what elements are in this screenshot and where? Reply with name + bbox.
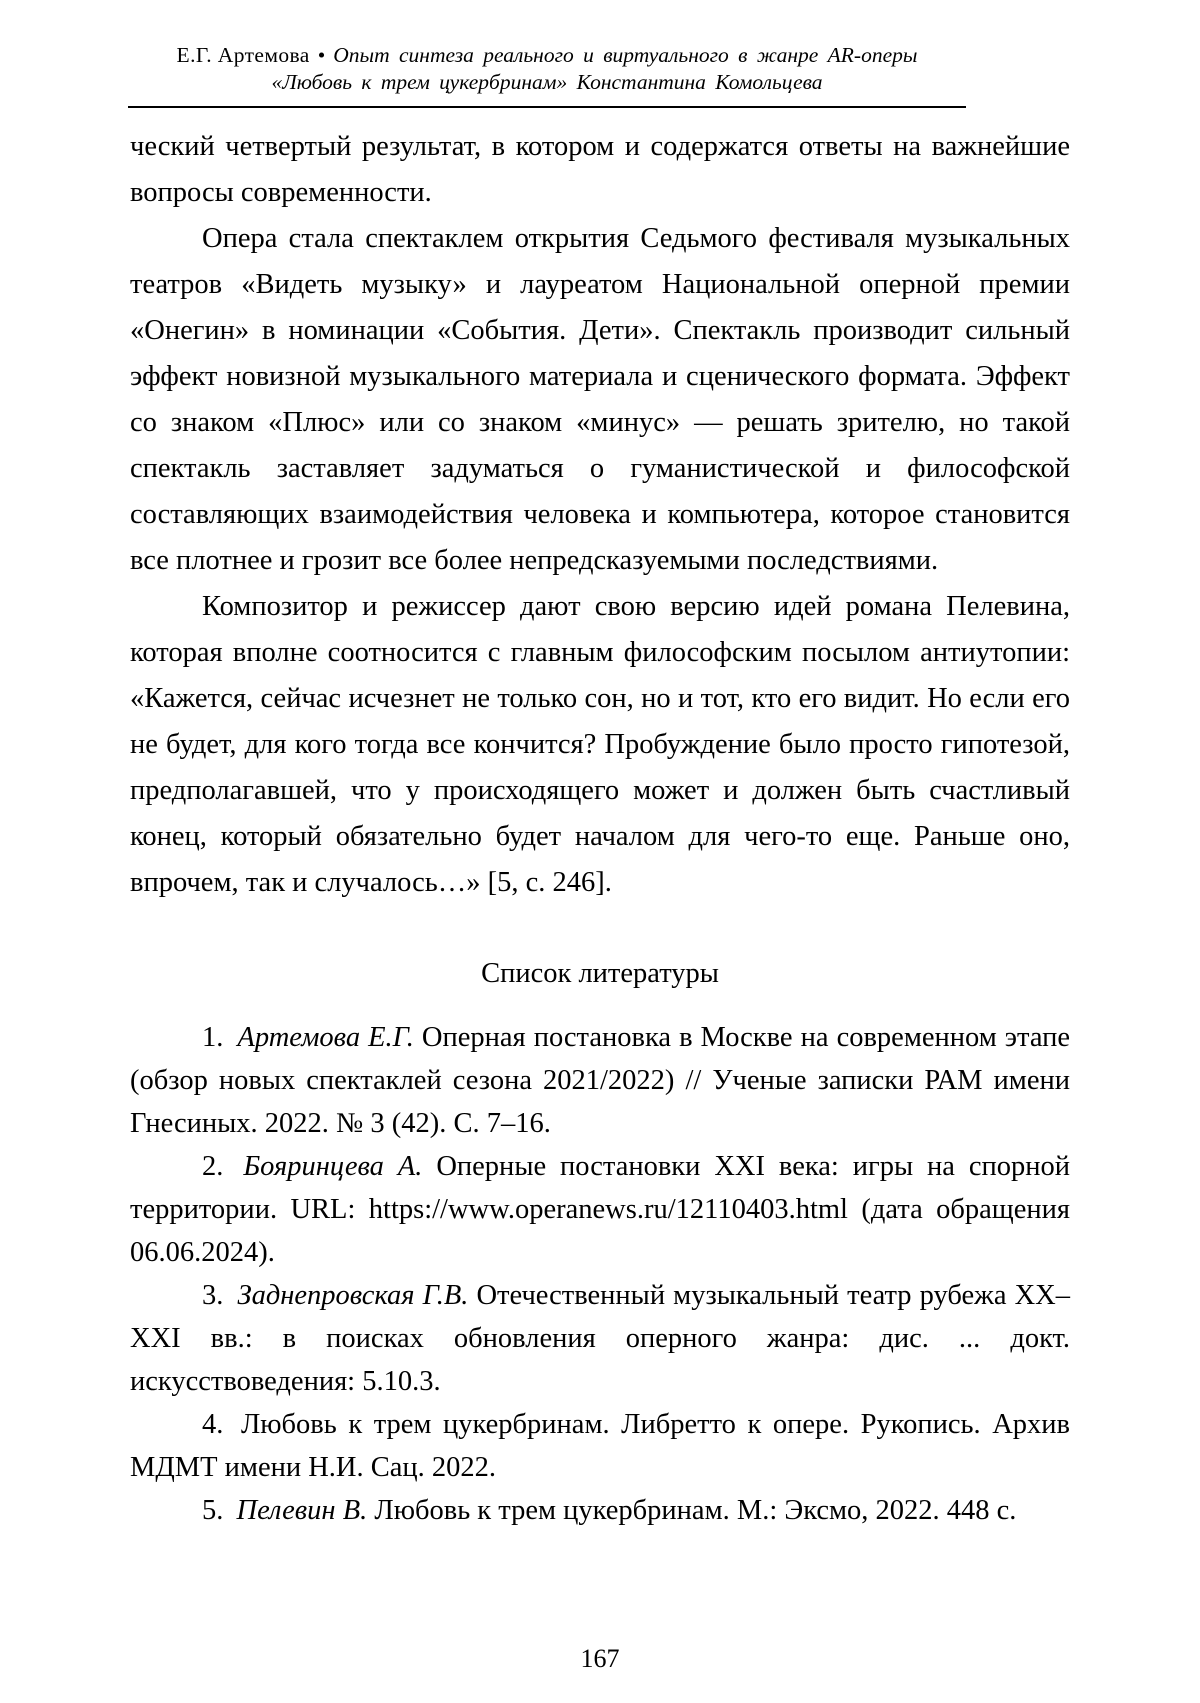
reference-text: Любовь к трем цукербринам. М.: Эксмо, 2022. 448 с.	[374, 1495, 1017, 1526]
reference-text: Отечественный музыкальный театр рубежа XX–XXI вв.: в поисках обновления оперного жанра: дис. ... докт. искусствоведения: 5.10.3.	[130, 1280, 1071, 1397]
reference-text: Любовь к трем цукербринам. Либретто к опере. Рукопись. Архив МДМТ имени Н.И. Сац. 2022.	[130, 1409, 1070, 1483]
running-header	[128, 42, 966, 96]
body-paragraph-continuation: ческий четвертый результат, в котором и содержатся ответы на важнейшие вопросы современности.	[130, 131, 1070, 208]
reference-item	[130, 1274, 1070, 1403]
reference-item	[130, 1145, 1070, 1274]
reference-number: 5.	[202, 1495, 224, 1526]
reference-number: 4.	[202, 1409, 224, 1440]
running-header-line1	[128, 42, 966, 69]
header-author-name: Е.Г. Артемова	[176, 43, 310, 67]
reference-item	[130, 1403, 1070, 1489]
header-divider-rule	[128, 106, 966, 108]
reference-number: 2.	[202, 1151, 224, 1182]
reference-author: Пелевин В.	[236, 1495, 368, 1526]
reference-author: Заднепровская Г.В.	[237, 1280, 469, 1311]
page-number: 167	[580, 1644, 620, 1673]
reference-item	[130, 1016, 1070, 1145]
reference-author: Артемова Е.Г.	[237, 1022, 414, 1053]
reference-text: Оперная постановка в Москве на современном этапе (обзор новых спектаклей сезона 2021/2022) // Ученые записки РАМ имени Гнесиных. 2022. № 3 (42). С. 7–16.	[130, 1022, 1070, 1139]
reference-item	[130, 1489, 1070, 1532]
header-article-title-line2: «Любовь к трем цукербринам» Константина Комольцева	[271, 70, 823, 94]
references-heading: Список литературы	[481, 958, 719, 989]
reference-number: 3.	[202, 1280, 224, 1311]
reference-number: 1.	[202, 1022, 224, 1053]
bullet-separator: •	[317, 43, 326, 67]
header-article-title-line1: Опыт синтеза реального и виртуального в жанре AR-оперы	[333, 43, 918, 67]
body-paragraph: Композитор и режиссер дают свою версию идей романа Пелевина, которая вполне соотносится с главным философским посылом антиутопии: «Кажется, сейчас исчезнет не только сон, но и тот, кто его видит. Но если его не будет, для кого тогда все кончится? Пробуждение было просто гипотезой, предполагавшей, что у происходящего может и должен быть счастливый конец, который обязательно будет началом для чего-то еще. Раньше оно, впрочем, так и случалось…» [5, с. 246].	[130, 591, 1070, 898]
body-paragraph: Опера стала спектаклем открытия Седьмого фестиваля музыкальных театров «Видеть музыку» и лауреатом Национальной оперной премии «Онегин» в номинации «События. Дети». Спектакль производит сильный эффект новизной музыкального материала и сценического формата. Эффект со знаком «Плюс» или со знаком «минус» — решать зрителю, но такой спектакль заставляет задуматься о гуманистической и философской составляющих взаимодействия человека и компьютера, которое становится все плотнее и грозит все более непредсказуемыми последствиями.	[130, 223, 1070, 576]
reference-author: Бояринцева А.	[243, 1151, 423, 1182]
reference-text: Оперные постановки XXI века: игры на спорной территории. URL: https://www.operanews.ru/12110403.html (дата обращения 06.06.2024).	[130, 1151, 1071, 1268]
article-body	[130, 124, 1070, 1532]
